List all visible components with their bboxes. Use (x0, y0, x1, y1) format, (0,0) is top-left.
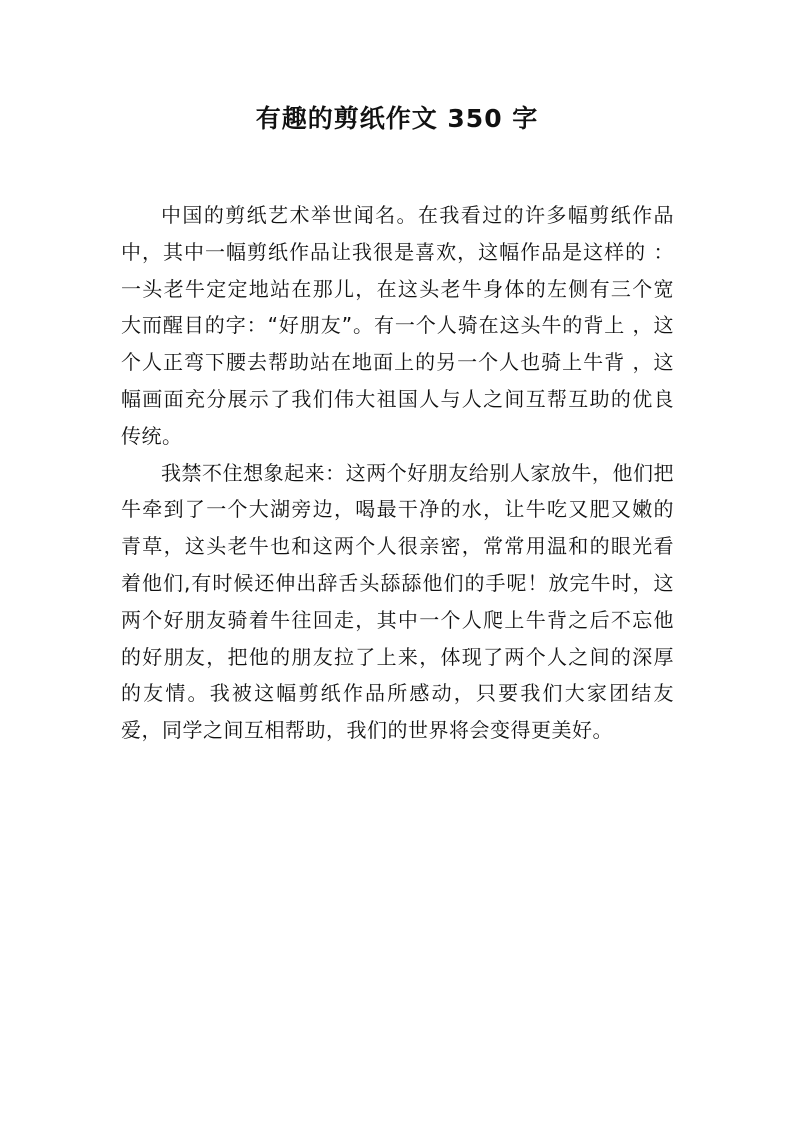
essay-body (121, 197, 674, 749)
paragraph-2: 我禁不住想象起来：这两个好朋友给别人家放牛，他们把牛牵到了一个大湖旁边，喝最干净的水，让牛吃又肥又嫩的青草，这头老牛也和这两个人很亲密，常常用温和的眼光看着他们,有时候还伸出辞舌头舔舔他们的手呢！放完牛时，这两个好朋友骑着牛往回走，其中一个人爬上牛背之后不忘他的好朋友，把他的朋友拉了上来，体现了两个人之间的深厚的友情。我被这幅剪纸作品所感动，只要我们大家团结友爱，同学之间互相帮助，我们的世界将会变得更美好。 (121, 460, 674, 743)
paragraph-1: 中国的剪纸艺术举世闻名。在我看过的许多幅剪纸作品中，其中一幅剪纸作品让我很是喜欢，这幅作品是这样的 ：一头老牛定定地站在那儿，在这头老牛身体的左侧有三个宽大而醒目的字：“好朋友”。有一个人骑在这头牛的背上 ，这个人正弯下腰去帮助站在地面上的另一个人也骑上牛背 ，这幅画面充分展示了我们伟大祖国人与人之间互帮互助的优良传统。 (121, 203, 674, 448)
page-title: 有趣的剪纸作文 350 字 (255, 104, 539, 133)
